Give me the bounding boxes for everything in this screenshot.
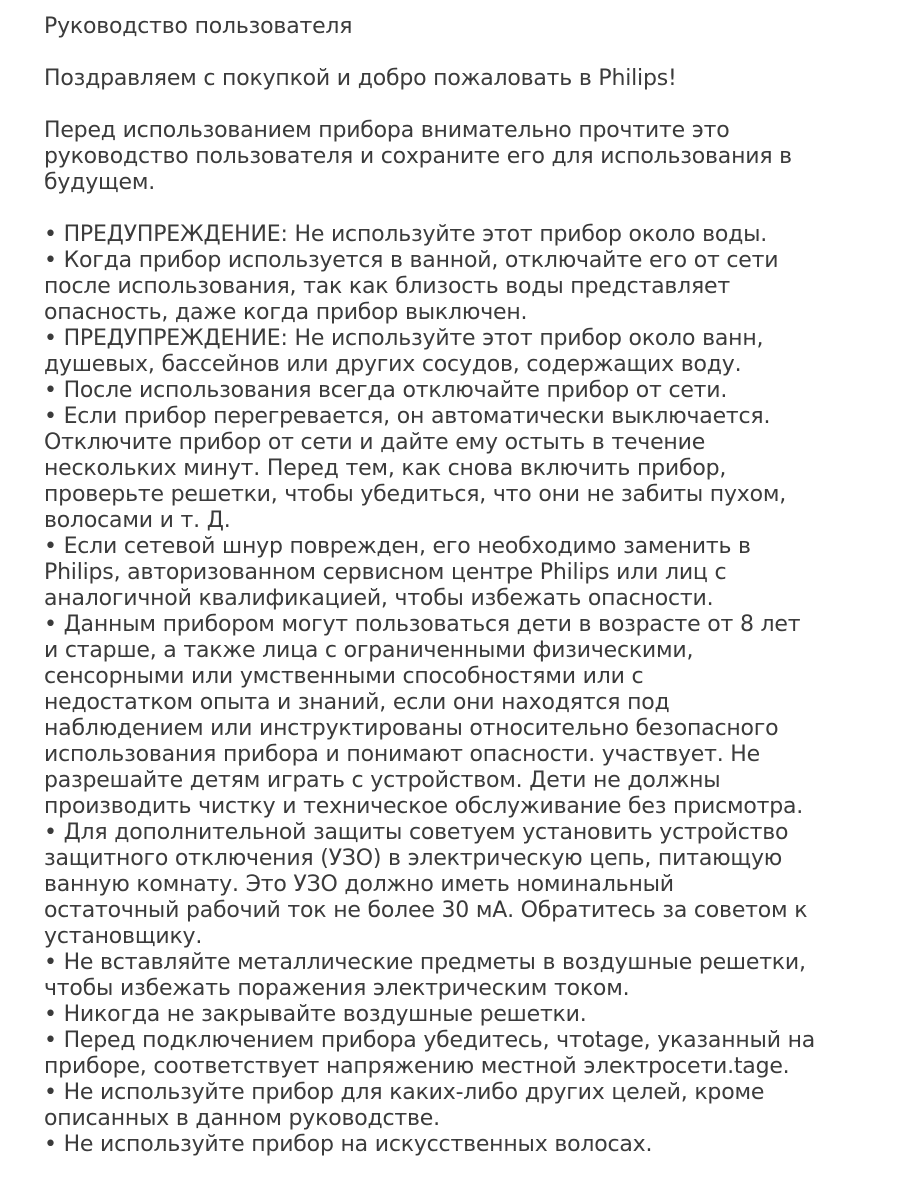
warnings-list: [44, 222, 870, 1158]
warning-line: остаточный рабочий ток не более 30 мА. Обратитесь за советом к: [44, 898, 808, 923]
document-title: Руководство пользователя: [44, 14, 353, 39]
warning-line: аналогичной квалификацией, чтобы избежать опасности.: [44, 586, 714, 611]
warning-line: Отключите прибор от сети и дайте ему остыть в течение: [44, 430, 706, 455]
warning-line: • После использования всегда отключайте прибор от сети.: [44, 378, 728, 403]
warning-line: • Для дополнительной защиты советуем установить устройство: [44, 820, 789, 845]
warning-line: • Перед подключением прибора убедитесь, чтоtage, указанный на: [44, 1028, 816, 1053]
warning-line: • ПРЕДУПРЕЖДЕНИЕ: Не используйте этот прибор около воды.: [44, 222, 768, 247]
warning-line: • Данным прибором могут пользоваться дети в возрасте от 8 лет: [44, 612, 801, 637]
intro-line: руководство пользователя и сохраните его для использования в: [44, 144, 792, 169]
warning-line: волосами и т. Д.: [44, 508, 231, 533]
warning-line: наблюдением или инструктированы относительно безопасного: [44, 716, 779, 741]
spacer: [44, 40, 870, 66]
intro-line: будущем.: [44, 170, 156, 195]
warning-line: чтобы избежать поражения электрическим током.: [44, 976, 630, 1001]
warning-line: сенсорными или умственными способностями или с: [44, 664, 644, 689]
warning-line: описанных в данном руководстве.: [44, 1106, 440, 1131]
warning-line: недостатком опыта и знаний, если они находятся под: [44, 690, 670, 715]
warning-line: • Никогда не закрывайте воздушные решетки.: [44, 1002, 587, 1027]
warning-line: и старше, а также лица с ограниченными физическими,: [44, 638, 694, 663]
warning-line: использования прибора и понимают опасности. участвует. Не: [44, 742, 760, 767]
warning-line: проверьте решетки, чтобы убедиться, что они не забиты пухом,: [44, 482, 787, 507]
warning-line: установщику.: [44, 924, 203, 949]
warning-line: ванную комнату. Это УЗО должно иметь номинальный: [44, 872, 674, 897]
warning-line: • Не вставляйте металлические предметы в воздушные решетки,: [44, 950, 806, 975]
warning-line: • ПРЕДУПРЕЖДЕНИЕ: Не используйте этот прибор около ванн,: [44, 326, 764, 351]
spacer: [44, 196, 870, 222]
intro-paragraph: [44, 118, 870, 196]
warning-line: • Если прибор перегревается, он автоматически выключается.: [44, 404, 771, 429]
warning-line: • Не используйте прибор для каких-либо других целей, кроме: [44, 1080, 765, 1105]
greeting-text: Поздравляем с покупкой и добро пожаловать в Philips!: [44, 66, 677, 91]
warning-line: • Если сетевой шнур поврежден, его необходимо заменить в: [44, 534, 751, 559]
spacer: [44, 92, 870, 118]
warning-line: нескольких минут. Перед тем, как снова включить прибор,: [44, 456, 727, 481]
warning-line: разрешайте детям играть с устройством. Дети не должны: [44, 768, 721, 793]
warning-line: защитного отключения (УЗО) в электрическую цепь, питающую: [44, 846, 783, 871]
warning-line: • Не используйте прибор на искусственных волосах.: [44, 1132, 653, 1157]
warning-line: приборе, соответствует напряжению местной электросети.tage.: [44, 1054, 790, 1079]
warning-line: • Когда прибор используется в ванной, отключайте его от сети: [44, 248, 779, 273]
warning-line: душевых, бассейнов или других сосудов, содержащих воду.: [44, 352, 742, 377]
warning-line: Philips, авторизованном сервисном центре Philips или лиц с: [44, 560, 727, 585]
intro-line: Перед использованием прибора внимательно прочтите это: [44, 118, 730, 143]
warning-line: опасность, даже когда прибор выключен.: [44, 300, 528, 325]
warning-line: производить чистку и техническое обслуживание без присмотра.: [44, 794, 804, 819]
warning-line: после использования, так как близость воды представляет: [44, 274, 730, 299]
